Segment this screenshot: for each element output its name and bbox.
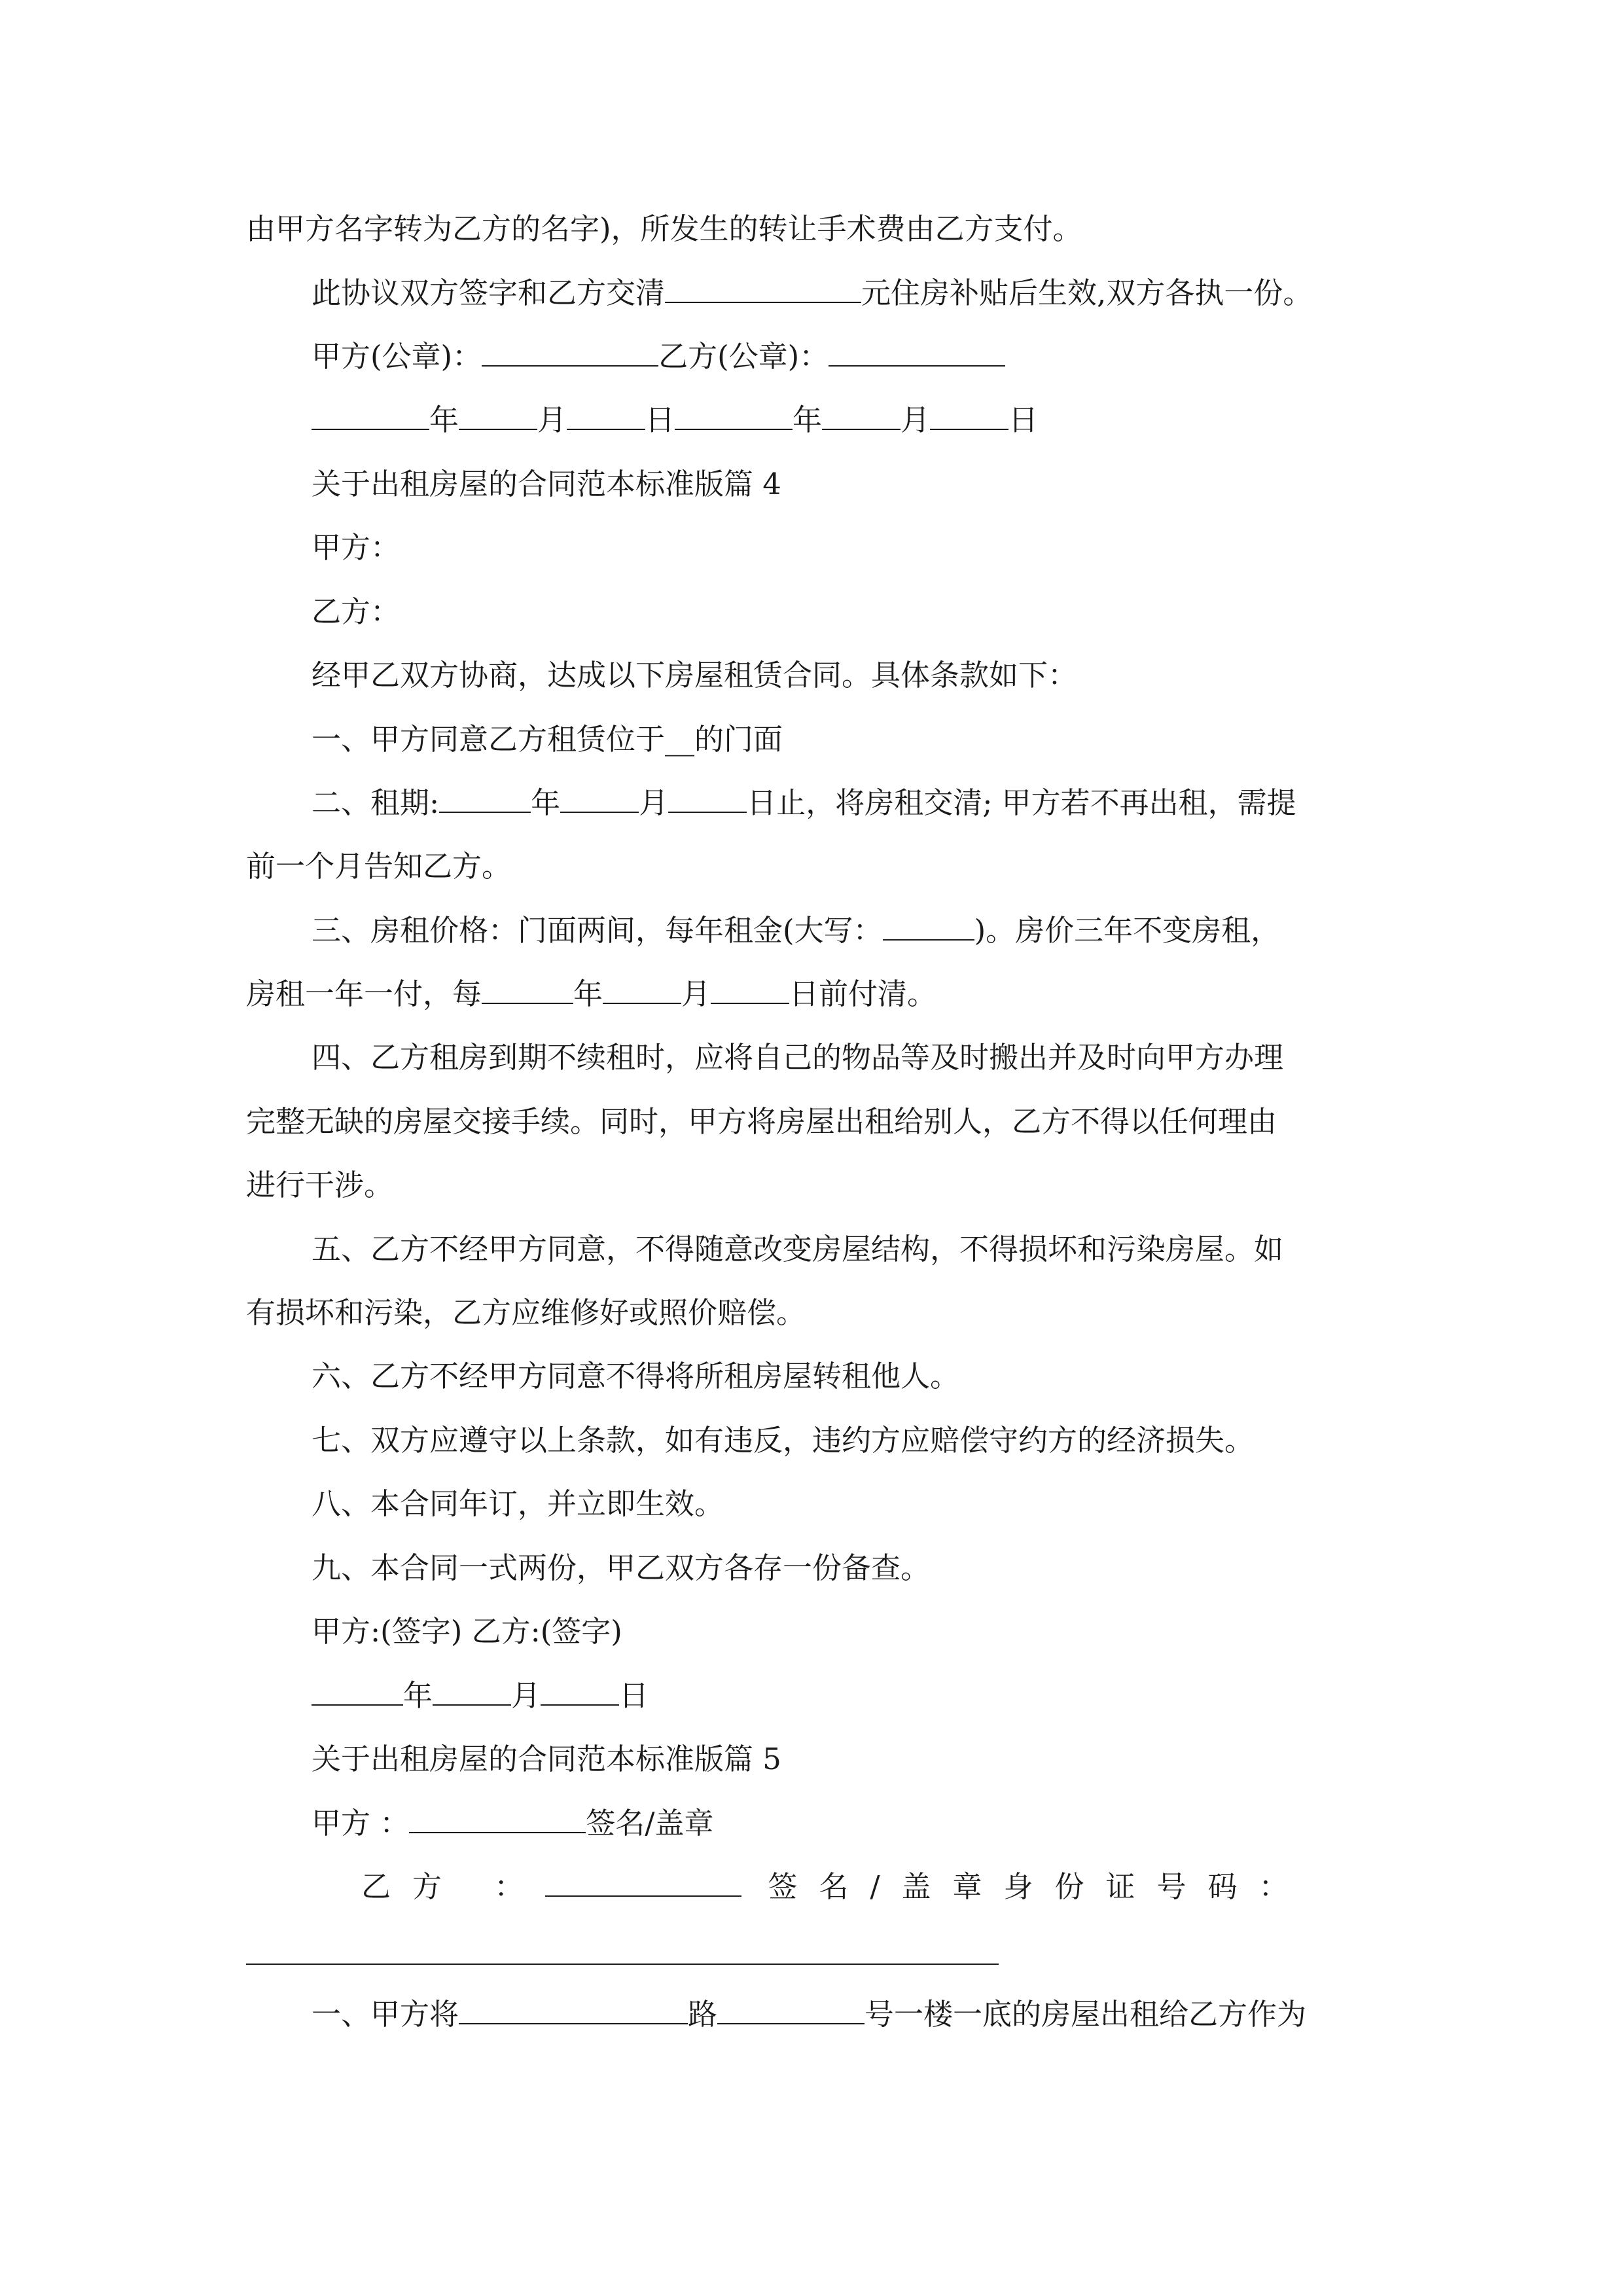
blank-underline [668, 785, 747, 813]
month-label: 月 [901, 403, 931, 437]
date-line [312, 1676, 649, 1715]
text-line [312, 1804, 713, 1843]
month-label: 月 [511, 1678, 541, 1713]
text-line: 九、本合同一式两份，甲乙双方各存一份备查。 [312, 1551, 931, 1585]
blank-underline [545, 1869, 741, 1897]
blank-underline [883, 913, 974, 941]
blank-underline [717, 1997, 865, 2024]
text-line: 四、乙方租房到期不续租时，应将自己的物品等及时搬出并及时向甲方办理 [312, 1040, 1284, 1075]
blank-underline [312, 1678, 403, 1706]
blank-underline [482, 977, 573, 1004]
blank-underline [930, 403, 1008, 430]
blank-underline [603, 977, 681, 1004]
text-line: 由甲方名字转为乙方的名字)，所发生的转让手术费由乙方支付。 [246, 211, 1082, 246]
blank-underline [560, 785, 639, 813]
blank-underline [541, 1678, 619, 1706]
text-segment: 签名/盖章身份证号码： [768, 1869, 1310, 1904]
year-label: 年 [429, 403, 459, 437]
day-label: 日 [1008, 403, 1039, 437]
blank-underline [439, 785, 531, 813]
date-line [312, 401, 1038, 440]
section-heading: 关于出租房屋的合同范本标准版篇 5 [312, 1742, 781, 1776]
text-segment: 元住房补贴后生效,双方各执一份。 [861, 276, 1313, 310]
text-line: 一、甲方同意乙方租赁位于__的门面 [312, 722, 783, 757]
text-line: 进行干涉。 [246, 1168, 394, 1202]
text-line [312, 783, 1296, 823]
blank-underline [246, 1964, 999, 1965]
blank-underline [829, 339, 1005, 367]
text-segment: 乙方 ： [361, 1869, 546, 1904]
text-line [312, 911, 1280, 950]
section-heading: 关于出租房屋的合同范本标准版篇 4 [312, 467, 781, 501]
day-label: 日 [619, 1678, 649, 1713]
text-segment: )。房价三年不变房租， [974, 913, 1281, 948]
year-label: 年 [531, 785, 561, 820]
text-line: 五、乙方不经甲方同意，不得随意改变房屋结构，不得损坏和污染房屋。如 [312, 1232, 1284, 1266]
blank-underline [711, 977, 789, 1004]
text-segment: 此协议双方签字和乙方交清 [312, 276, 666, 310]
blank-underline [675, 403, 793, 430]
blank-underline [459, 1997, 688, 2024]
text-segment: 乙方(公章)： [658, 339, 829, 374]
text-line: 完整无缺的房屋交接手续。同时，甲方将房屋出租给别人，乙方不得以任何理由 [246, 1104, 1277, 1139]
text-segment: 签名/盖章 [586, 1806, 714, 1840]
text-line [246, 975, 936, 1014]
text-segment: 路 [688, 1997, 718, 2032]
blank-underline [665, 276, 861, 303]
text-segment: 甲方 ： [312, 1806, 410, 1840]
text-segment: 号一楼一底的房屋出租给乙方作为 [865, 1997, 1307, 2032]
month-label: 月 [681, 977, 711, 1011]
text-line: 八、本合同年订，并立即生效。 [312, 1486, 724, 1521]
text-line: 经甲乙双方协商，达成以下房屋租赁合同。具体条款如下： [312, 658, 1078, 692]
year-label: 年 [573, 977, 603, 1011]
text-segment: 一、甲方将 [312, 1997, 459, 2032]
blank-underline [433, 1678, 511, 1706]
text-line [312, 274, 1312, 313]
text-segment: 日止，将房租交清; 甲方若不再出租，需提 [747, 785, 1296, 820]
text-segment: 日前付清。 [789, 977, 937, 1011]
blank-underline [567, 403, 645, 430]
text-line: 前一个月告知乙方。 [246, 849, 512, 884]
blank-underline [459, 403, 537, 430]
text-line [361, 1867, 1310, 1907]
signature-line: 甲方:(签字) 乙方:(签字) [312, 1614, 622, 1649]
blank-underline [482, 339, 658, 367]
day-label: 日 [645, 403, 675, 437]
text-line [312, 337, 1005, 376]
month-label: 月 [639, 785, 669, 820]
text-line: 七、双方应遵守以上条款，如有违反，违约方应赔偿守约方的经济损失。 [312, 1423, 1255, 1458]
text-line: 甲方： [312, 530, 401, 565]
text-line [312, 1995, 1306, 2034]
text-segment: 房租一年一付，每 [246, 977, 482, 1011]
year-label: 年 [403, 1678, 433, 1713]
blank-underline [312, 403, 429, 430]
blank-underline [409, 1806, 586, 1833]
text-segment: 三、房租价格：门面两间，每年租金(大写： [312, 913, 883, 948]
text-line: 乙方： [312, 594, 401, 629]
year-label: 年 [793, 403, 823, 437]
month-label: 月 [537, 403, 567, 437]
blank-underline [822, 403, 901, 430]
text-segment: 甲方(公章)： [312, 339, 482, 374]
text-segment: 二、租期: [312, 785, 440, 820]
text-line: 六、乙方不经甲方同意不得将所租房屋转租他人。 [312, 1359, 960, 1393]
text-line: 有损坏和污染，乙方应维修好或照价赔偿。 [246, 1295, 806, 1330]
